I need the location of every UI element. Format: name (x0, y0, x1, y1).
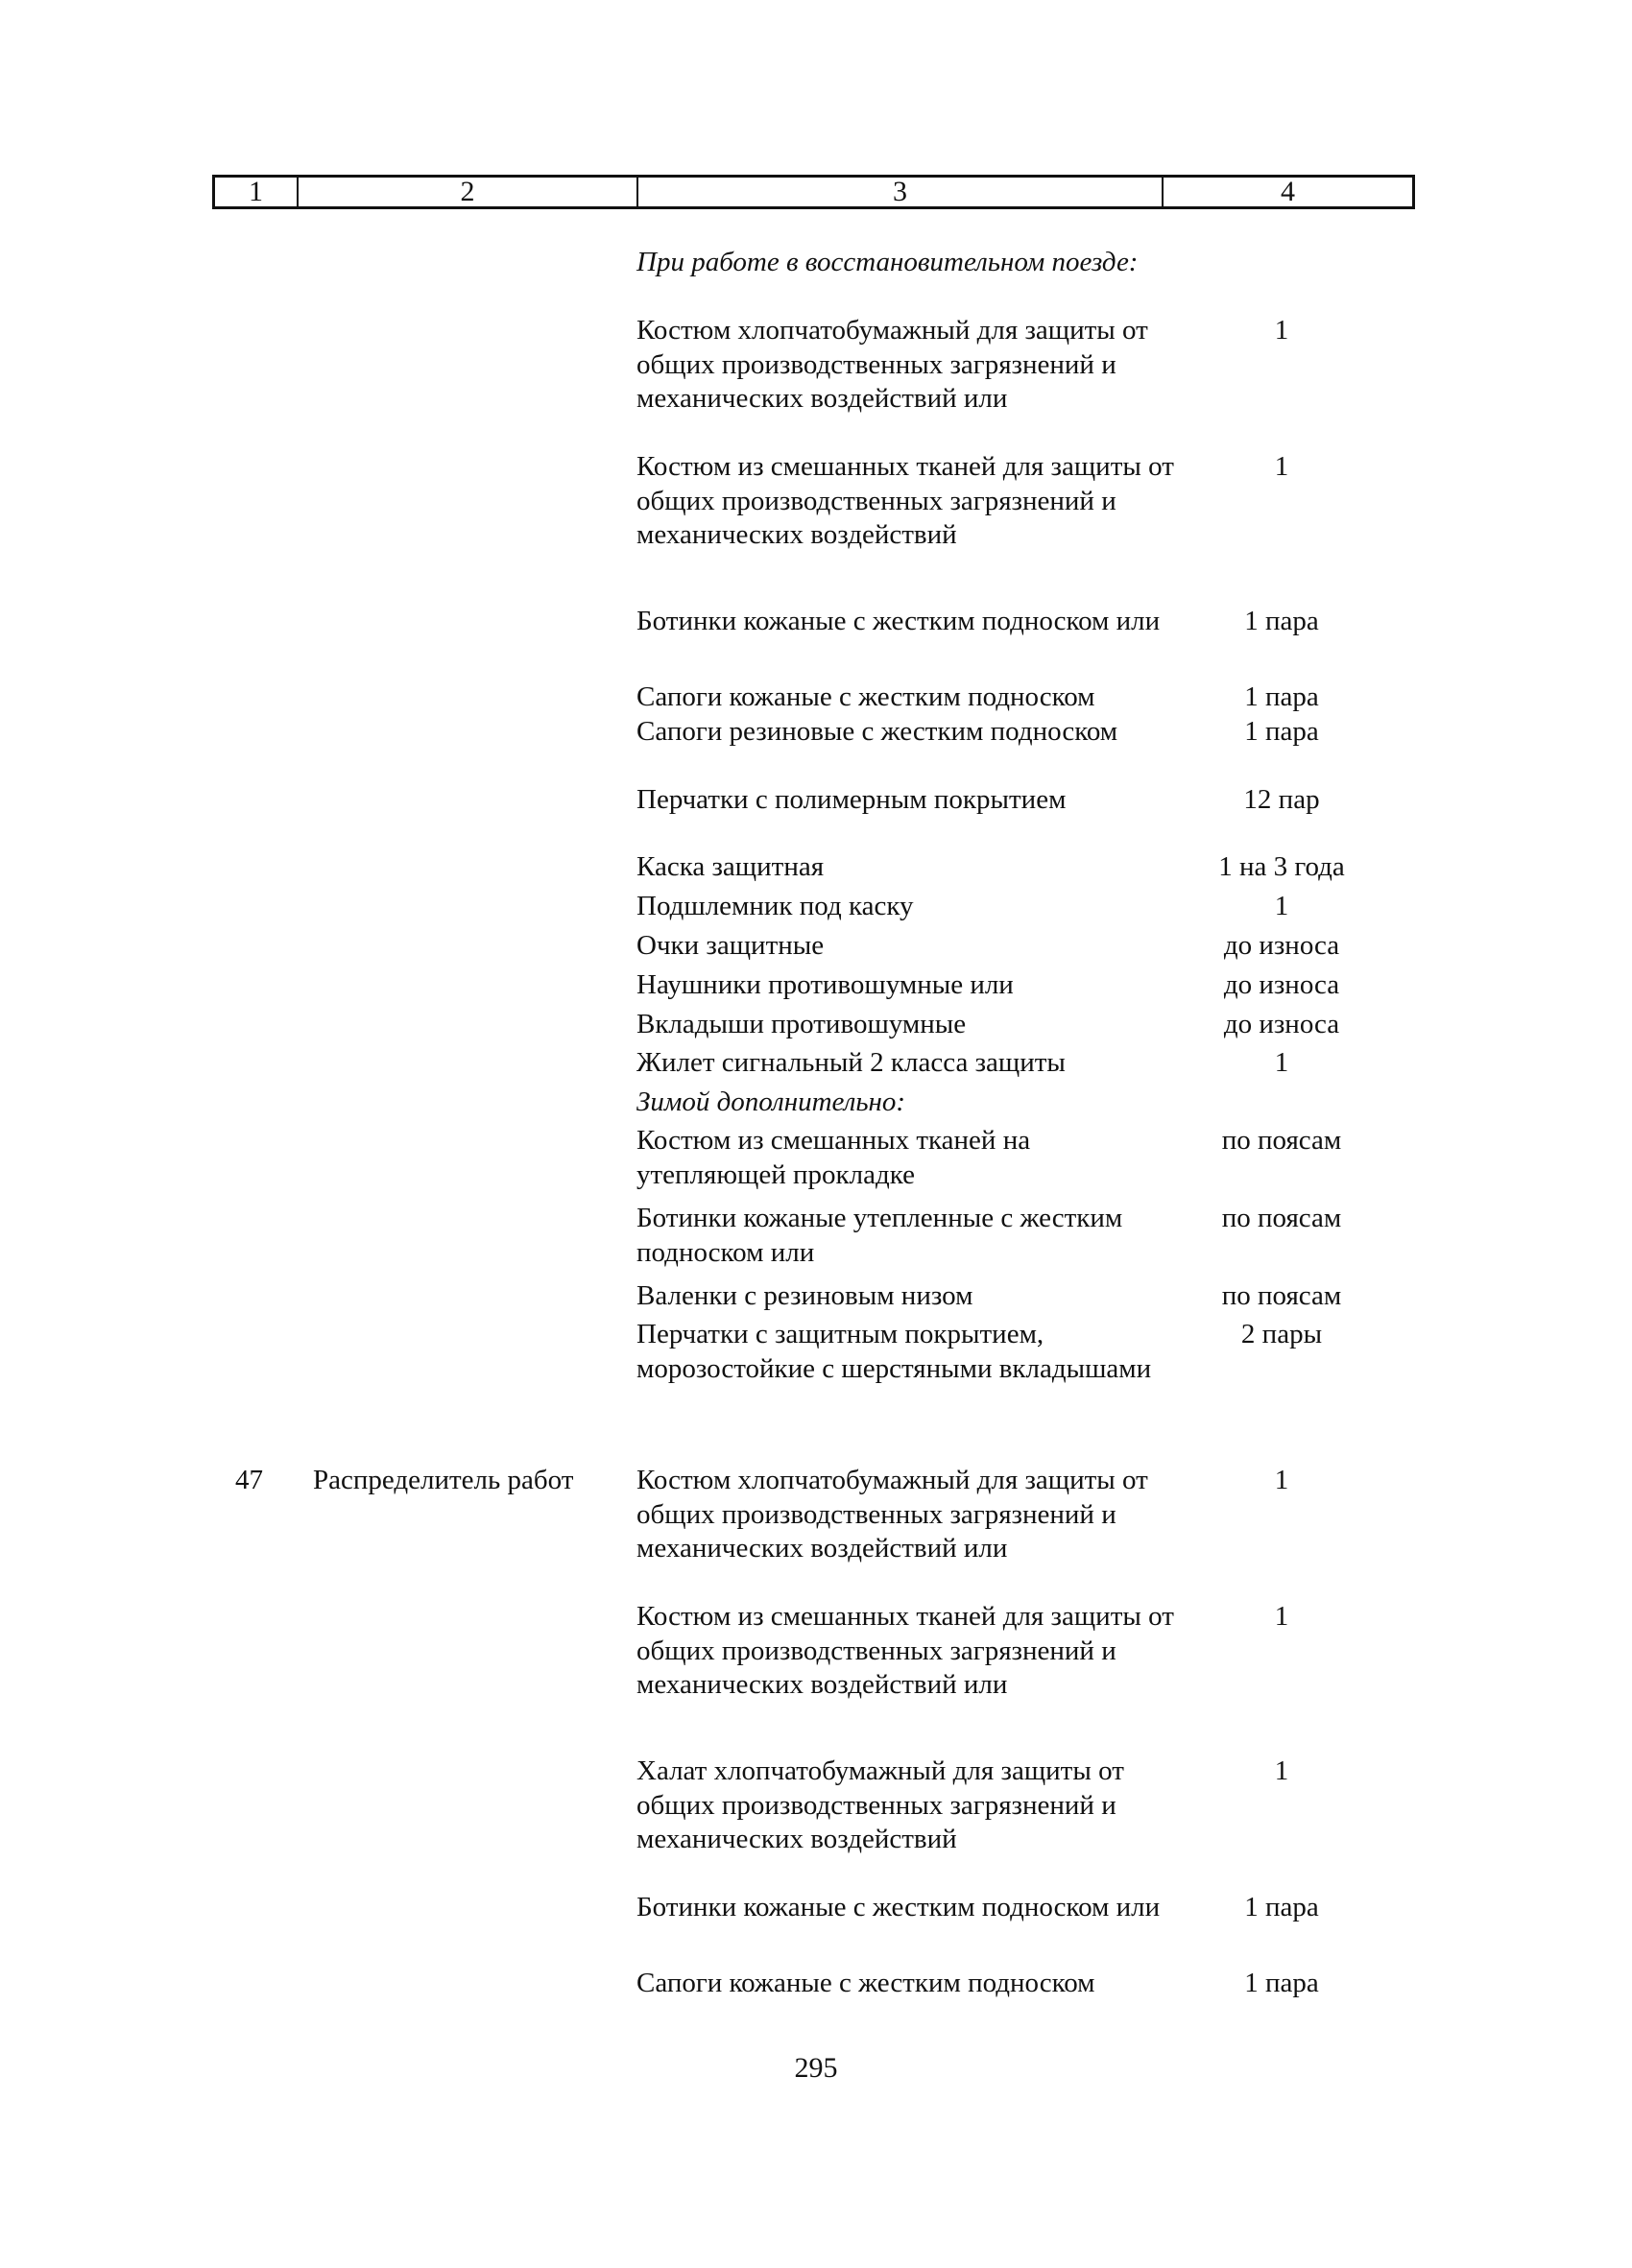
item-name: Сапоги кожаные с жестким подноском (636, 681, 1095, 712)
item-name: Сапоги кожаные с жестким подноском (636, 1968, 1095, 1998)
item-name: Ботинки кожаные с жестким подноском или (636, 1892, 1161, 1922)
item-quantity: 1 пара (1244, 681, 1319, 712)
item-name: Очки защитные (636, 930, 825, 961)
item-name: Валенки с резиновым низом (636, 1280, 973, 1311)
item-quantity: 1 (1274, 1755, 1289, 1786)
item-quantity: до износа (1223, 930, 1340, 961)
item-name: Костюм из смешанных тканей для защиты от общих производственных загрязнений и механических воздействий (636, 451, 1174, 550)
item-name: Костюм из смешанных тканей на утепляющей прокладке (636, 1125, 1031, 1190)
item-quantity: по поясам (1221, 1125, 1342, 1156)
item-name: Наушники противошумные или (636, 969, 1014, 1000)
item-name: Ботинки кожаные утепленные с жестким подноском или (636, 1203, 1123, 1268)
item-name: Сапоги резиновые с жестким подноском (636, 716, 1118, 747)
item-name: Жилет сигнальный 2 класса защиты (636, 1047, 1066, 1078)
item-quantity: 1 на 3 года (1218, 851, 1345, 882)
column-header-1: 1 (215, 178, 299, 206)
item-quantity: 12 пар (1243, 784, 1320, 815)
item-name: Ботинки кожаные с жестким подноском или (636, 606, 1161, 636)
item-quantity: по поясам (1221, 1203, 1342, 1233)
item-name: Подшлемник под каску (636, 891, 914, 921)
column-header-2: 2 (299, 178, 638, 206)
item-quantity: 1 пара (1244, 606, 1319, 636)
section-heading: Зимой дополнительно: (636, 1086, 906, 1117)
item-quantity: до износа (1223, 969, 1340, 1000)
item-quantity: 1 (1274, 1465, 1289, 1495)
item-name: Халат хлопчатобумажный для защиты от общих производственных загрязнений и механических воздействий (636, 1755, 1124, 1854)
entry-number: 47 (235, 1465, 263, 1495)
item-name: Вкладыши противошумные (636, 1009, 967, 1039)
item-quantity: 1 пара (1244, 716, 1319, 747)
page-number: 295 (794, 2052, 838, 2084)
item-quantity: 1 пара (1244, 1968, 1319, 1998)
profession-name: Распределитель работ (313, 1465, 574, 1495)
item-quantity: 2 пары (1240, 1319, 1323, 1349)
section-heading: При работе в восстановительном поезде: (636, 247, 1139, 277)
column-header-3: 3 (638, 178, 1164, 206)
item-quantity: 1 (1274, 451, 1289, 482)
item-quantity: 1 (1274, 1047, 1289, 1078)
item-quantity: 1 (1274, 315, 1289, 346)
item-quantity: по поясам (1221, 1280, 1342, 1311)
item-name: Перчатки с защитным покрытием, морозостойкие с шерстяными вкладышами (636, 1319, 1152, 1384)
item-name: Каска защитная (636, 851, 825, 882)
item-name: Костюм хлопчатобумажный для защиты от общих производственных загрязнений и механических воздействий или (636, 1465, 1148, 1564)
item-name: Перчатки с полимерным покрытием (636, 784, 1067, 815)
item-name: Костюм хлопчатобумажный для защиты от общих производственных загрязнений и механических воздействий или (636, 315, 1148, 414)
item-quantity: до износа (1223, 1009, 1340, 1039)
item-name: Костюм из смешанных тканей для защиты от общих производственных загрязнений и механических воздействий или (636, 1601, 1174, 1700)
column-header-4: 4 (1281, 176, 1295, 207)
item-quantity: 1 пара (1244, 1892, 1319, 1922)
item-quantity: 1 (1274, 891, 1289, 921)
item-quantity: 1 (1274, 1601, 1289, 1632)
